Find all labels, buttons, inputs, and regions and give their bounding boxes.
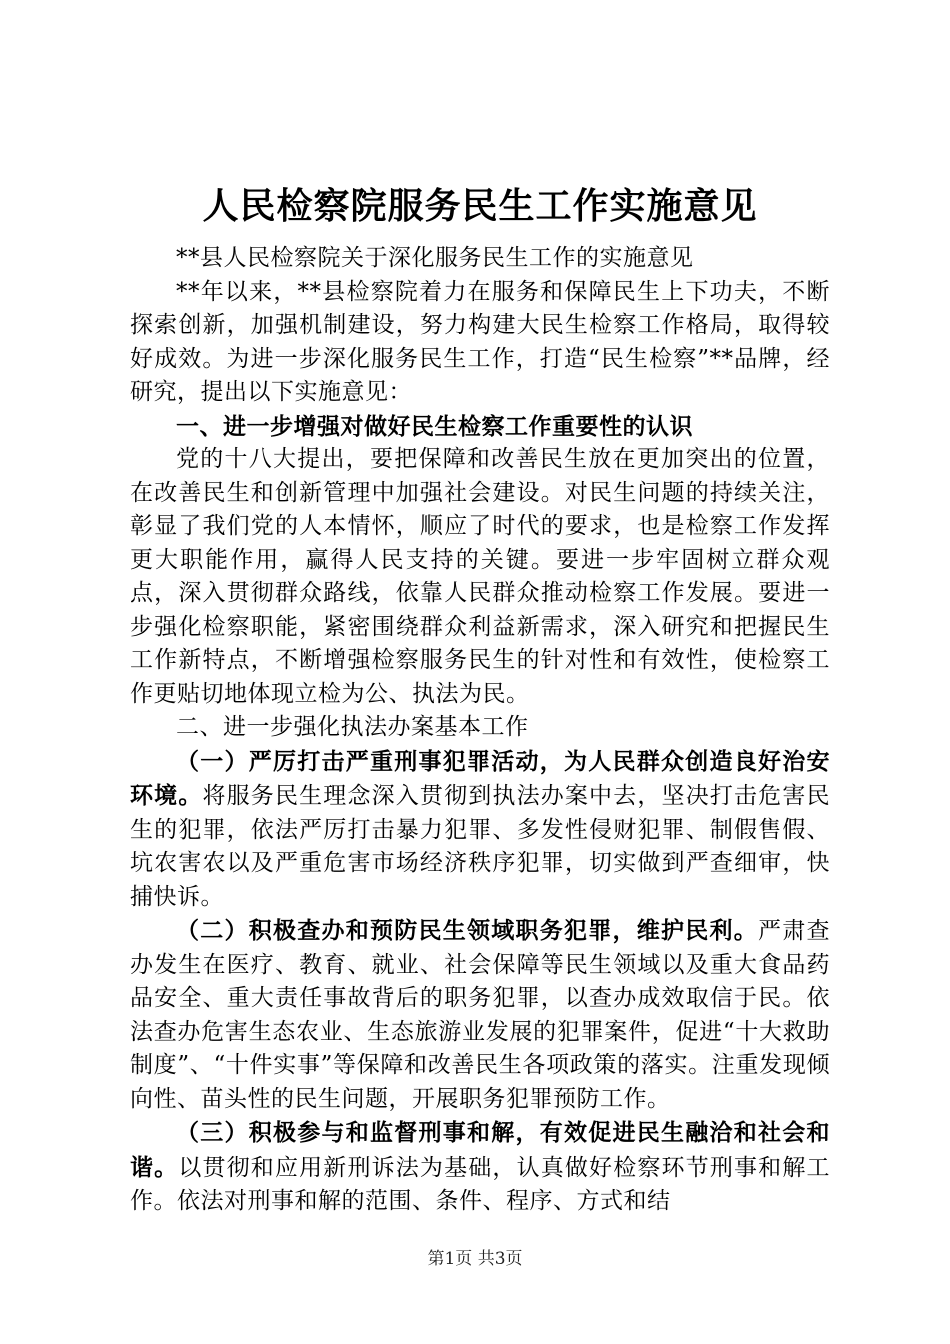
item-1-body: 将服务民生理念深入贯彻到执法办案中去，坚决打击危害民生的犯罪，依法严厉打击暴力犯罪、多发性侵财犯罪、制假售假、坑农害农以及严重危害市场经济秩序犯罪，切实做到严查细审，快捕快诉。 xyxy=(130,783,831,910)
section-2-heading: 二、进一步强化执法办案基本工作 xyxy=(176,714,529,740)
intro-paragraph: **年以来，**县检察院着力在服务和保障民生上下功夫，不断探索创新，加强机制建设，努力构建大民生检察工作格局，取得较好成效。为进一步深化服务民生工作，打造“民生检察”**品牌，经研究，提出以下实施意见： xyxy=(130,278,830,405)
item-1-paragraph xyxy=(130,745,830,915)
item-3-lead: （三）积极参与和监督刑事和解，有效促进民生融洽和社会和谐。 xyxy=(130,1119,830,1181)
page-footer: 第1页 共3页 xyxy=(427,1249,523,1269)
item-1-lead: （一）严厉打击严重刑事犯罪活动，为人民群众创造良好治安环境。 xyxy=(130,747,830,809)
document-title: 人民检察院服务民生工作实施意见 xyxy=(202,185,758,227)
item-2-body: 严肃查办发生在医疗、教育、就业、社会保障等民生领域以及重大食品药品安全、重大责任事故背后的职务犯罪，以查办成效取信于民。依法查办危害生态农业、生态旅游业发展的犯罪案件，促进“十大救助制度”、“十件实事”等保障和改善民生各项政策的落实。注重发现倾向性、苗头性的民生问题，开展职务犯罪预防工作。 xyxy=(130,918,830,1112)
document-subtitle: **县人民检察院关于深化服务民生工作的实施意见 xyxy=(176,245,694,271)
item-2-paragraph xyxy=(130,914,830,1116)
section-1-heading: 一、进一步增强对做好民生检察工作重要性的认识 xyxy=(176,412,693,440)
item-3-body: 以贯彻和应用新刑诉法为基础，认真做好检察环节刑事和解工作。依法对刑事和解的范围、条件、程序、方式和结 xyxy=(130,1154,831,1214)
section-1-body: 党的十八大提出，要把保障和改善民生放在更加突出的位置，在改善民生和创新管理中加强社会建设。对民生问题的持续关注，彰显了我们党的人本情怀，顺应了时代的要求，也是检察工作发挥更大职能作用，赢得人民支持的关键。要进一步牢固树立群众观点，深入贯彻群众路线，依靠人民群众推动检察工作发展。要进一步强化检察职能，紧密围绕群众利益新需求，深入研究和把握民生工作新特点，不断增强检察服务民生的针对性和有效性，使检察工作更贴切地体现立检为公、执法为民。 xyxy=(130,446,830,707)
document-page xyxy=(130,180,830,1219)
item-2-lead: （二）积极查办和预防民生领域职务犯罪，维护民利。 xyxy=(176,917,758,944)
item-3-paragraph xyxy=(130,1116,830,1219)
